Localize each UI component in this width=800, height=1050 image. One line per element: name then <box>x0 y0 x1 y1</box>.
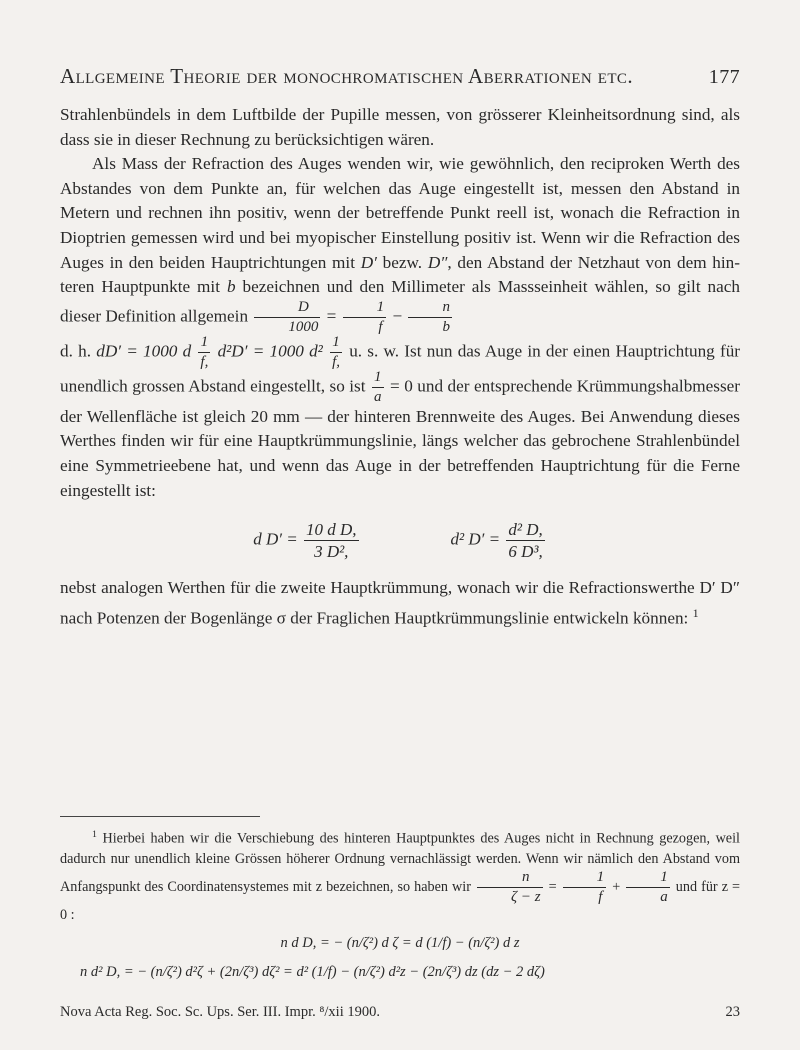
footnote-text-2: und für z = 0 : <box>60 878 741 923</box>
main-text <box>60 103 740 631</box>
page-number: 177 <box>708 66 740 88</box>
footnote-equation-2: n d² D, = − (n/ζ²) d²ζ + (2n/ζ³) dζ² = d² (1/f) − (n/ζ²) d²z − (2n/ζ³) dz (dz − 2 dζ) <box>80 963 545 980</box>
formula-dd: dD′ = 1000 d <box>96 341 192 361</box>
footnote-text-1: Hierbei haben wir die Verschiebung des hinteren Hauptpunktes des Auges nicht in Rechnung gezogen, weil dadurch nur unendlich kleine Grössen höherer Ordnung vernachlässigt werden. Wenn wir nämlich den Abstand vom Anfangspunkt des Coordinatensystemes mit z bezeichnen, so haben wir <box>60 830 740 895</box>
footnote: $^1$ Hierbei haben wir die Verschiebung des hinteren Hauptpunktes des Auges nicht in Rechnung gezogen, weil dadurch nur unendlich kleine Grössen höherer Ordnung vernachlässigt werden. Wenn wir nämlich den Abstand vom Anfangspunkt des Coordinatensystemes mit z bezeichnen, so haben wir $\frac{n}{\zeta - z}$ = $\frac{1}{f}$ + $\frac{1}{a}$ und für z = 0 : n d D, = − (n/ζ²) d ζ = d (1/f) − (n/ζ²) d z n d² D, = − (n/ζ²) d²ζ + (2n/ζ³) dζ² = d² (1/f) − (n/ζ²) d²z − (2n/ζ³) dz (dz − 2 dζ) <box>60 825 740 988</box>
fraction-n-over-b: $\frac{n}{b}$ <box>408 300 452 335</box>
footnote-number: 1 <box>92 829 97 840</box>
fraction-1-over-f: $\frac{1}{f}$ <box>343 300 387 335</box>
fraction-1-over-a: $\frac{1}{a}$ <box>374 368 382 405</box>
footnote-rule <box>60 816 260 817</box>
symbol-b: b <box>226 277 236 297</box>
fraction-1-over-fr-b: $\frac{1}{f,}$ <box>332 333 340 370</box>
symbol-d-double-prime: D″ <box>427 252 448 272</box>
footer-publication: Nova Acta Reg. Soc. Sc. Ups. Ser. III. Impr. ⁸/xii 1900. <box>60 1004 380 1020</box>
fraction-d-over-1000: $\frac{D}{1000}$ <box>254 300 320 335</box>
formula-d2d: d²D′ = 1000 d² <box>217 341 323 361</box>
paragraph-4: nebst analogen Werthen für die zweite Hauptkrümmung, wonach wir die Refractionswerthe D′ D″ nach Potenzen der Bogenlänge σ der Fraglichen Hauptkrümmungslinie entwickeln können: $^1$ <box>60 578 740 628</box>
paragraph-3: d. h. dD′ = 1000 d $\frac{1}{f,}$ d²D′ = 1000 d² $\frac{1}{f,}$ u. s. w. Ist nun das Auge in der einen Hauptrichtung für unendlich grossen Abstand eingestellt, so ist $\frac{1}{a}$ = 0 und der entsprechende Krümmungshalbmesser der Wellenfläche ist gleich 20 mm — der hinteren Brennweite des Auges. Bei Anwendung dieses Werthes finden wir für eine Hauptkrümmungslinie, längs welcher das gebrochene Strahlenbündel eine Symmetrieebene hat, und wenn das Auge in der betreffenden Hauptrichtung für die Ferne eingestellt ist: <box>60 333 741 500</box>
display-equations <box>60 521 740 560</box>
footer-signature: 23 <box>725 1004 740 1020</box>
equation-1: d D′ = $\frac{\text{10 d D,}}{\text{3 D²,}}$ <box>253 520 357 562</box>
running-header <box>60 64 740 89</box>
paragraph-1: Strahlenbündels in dem Luftbilde der Pupille messen, von grösserer Kleinheitsordnung sind, als dass sie in dieser Rechnung zu berücksichtigen wären. <box>60 105 740 149</box>
footnote-marker: 1 <box>692 605 699 620</box>
paragraph-2: Als Mass der Refraction des Auges wenden wir, wie gewöhnlich, den reciproken Werth des Abstandes von dem Punkte an, für welchen das Auge eingestellt ist, messen den Abstand in Metern und rechnen ihn positiv, wenn der betreffende Punkt reell ist, wonach die Refraction in Dioptrien gemessen wird und bei myopischer Einstellung positiv ist. Wenn wir die Refraction des Auges in den beiden Hauptrichtungen mit D′ bezw. D″, den Abstand der Netzhaut von dem hinteren Hauptpunkte mit b bezeichnen und den Millimeter als Massseinheit wählen, so gilt nach dieser Definition allgemein $\frac{D}{1000}$ = $\frac{1}{f}$ − $\frac{n}{b}$ <box>60 154 741 335</box>
equation-2: d² D′ = $\frac{\text{d² D,}}{\text{6 D³,}}$ <box>450 520 543 562</box>
symbol-d-prime: D′ <box>360 252 377 272</box>
running-title: Allgemeine Theorie der monochromatischen Aberrationen etc. <box>60 64 633 88</box>
footnote-equation-1: n d D, = − (n/ζ²) d ζ = d (1/f) − (n/ζ²) d z <box>280 935 520 952</box>
page-footer <box>60 1004 740 1021</box>
fraction-1-over-fr-a: $\frac{1}{f,}$ <box>200 333 209 370</box>
